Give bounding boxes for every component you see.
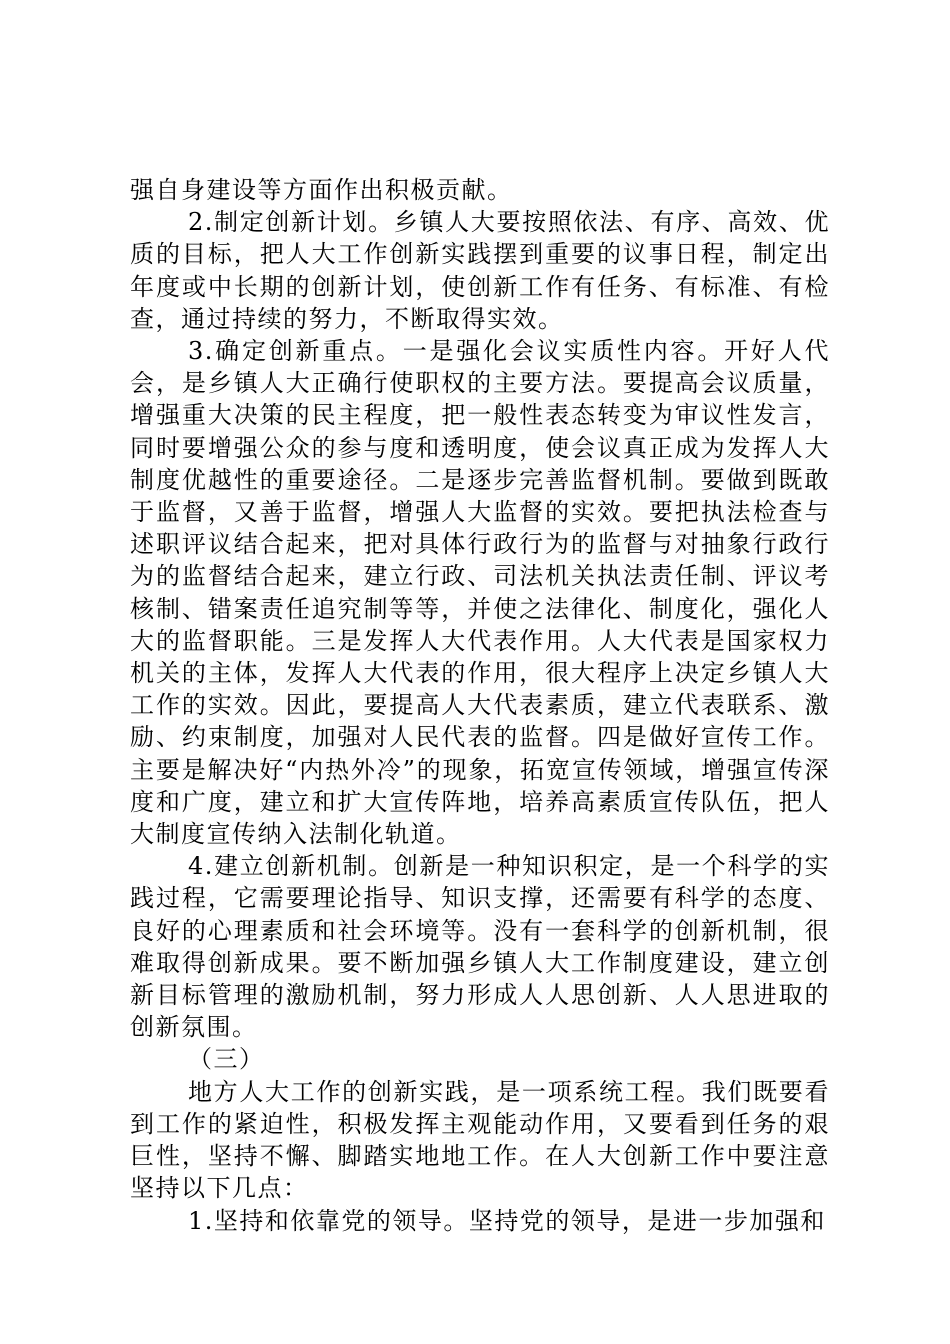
paragraph-innovation-focus: 3.确定创新重点。一是强化会议实质性内容。开好人代会，是乡镇人大正确行使职权的主要方法。要提高会议质量，增强重大决策的民主程度，把一般性表态转变为审议性发言，同时要增强公众的参与度和透明度，使会议真正成为发挥人大制度优越性的重要途径。二是逐步完善监督机制。要做到既敢于监督，又善于监督，增强人大监督的实效。要把执法检查与述职评议结合起来，把对具体行政行为的监督与对抽象行政行为的监督结合起来，建立行政、司法机关执法责任制、评议考核制、错案责任追究制等等，并使之法律化、制度化，强化人大的监督职能。三是发挥人大代表作用。人大代表是国家权力机关的主体，发挥人大代表的作用，很大程序上决定乡镇人大工作的实效。因此，要提高人大代表素质，建立代表联系、激励、约束制度，加强对人民代表的监督。四是做好宣传工作。主要是解决好“内热外冷”的现象，拓宽宣传领域，增强宣传深度和广度，建立和扩大宣传阵地，培养高素质宣传队伍，把人大制度宣传纳入法制化轨道。 xyxy=(130,337,830,849)
paragraph-party-leadership: 1.坚持和依靠党的领导。坚持党的领导，是进一步加强和 xyxy=(188,1206,826,1235)
section-heading-three: （三） xyxy=(188,1045,265,1074)
paragraph-innovation-mechanism: 4.建立创新机制。创新是一种知识积定，是一个科学的实践过程，它需要理论指导、知识支撑，还需要有科学的态度、良好的心理素质和社会环境等。没有一套科学的创新机制，很难取得创新成果。要不断加强乡镇人大工作制度建设，建立创新目标管理的激励机制，努力形成人人思创新、人人思进取的创新氛围。 xyxy=(130,852,830,1042)
paragraph-section-intro: 地方人大工作的创新实践，是一项系统工程。我们既要看到工作的紧迫性，积极发挥主观能动作用，又要看到任务的艰巨性，坚持不懈、脚踏实地地工作。在人大创新工作中要注意坚持以下几点： xyxy=(130,1077,830,1203)
paragraph-continuation: 强自身建设等方面作出积极贡献。 xyxy=(130,176,513,204)
document-body xyxy=(130,174,830,1237)
paragraph-innovation-plan: 2.制定创新计划。乡镇人大要按照依法、有序、高效、优质的目标，把人大工作创新实践摆到重要的议事日程，制定出年度或中长期的创新计划，使创新工作有任务、有标准、有检查，通过持续的努力，不断取得实效。 xyxy=(130,208,830,333)
